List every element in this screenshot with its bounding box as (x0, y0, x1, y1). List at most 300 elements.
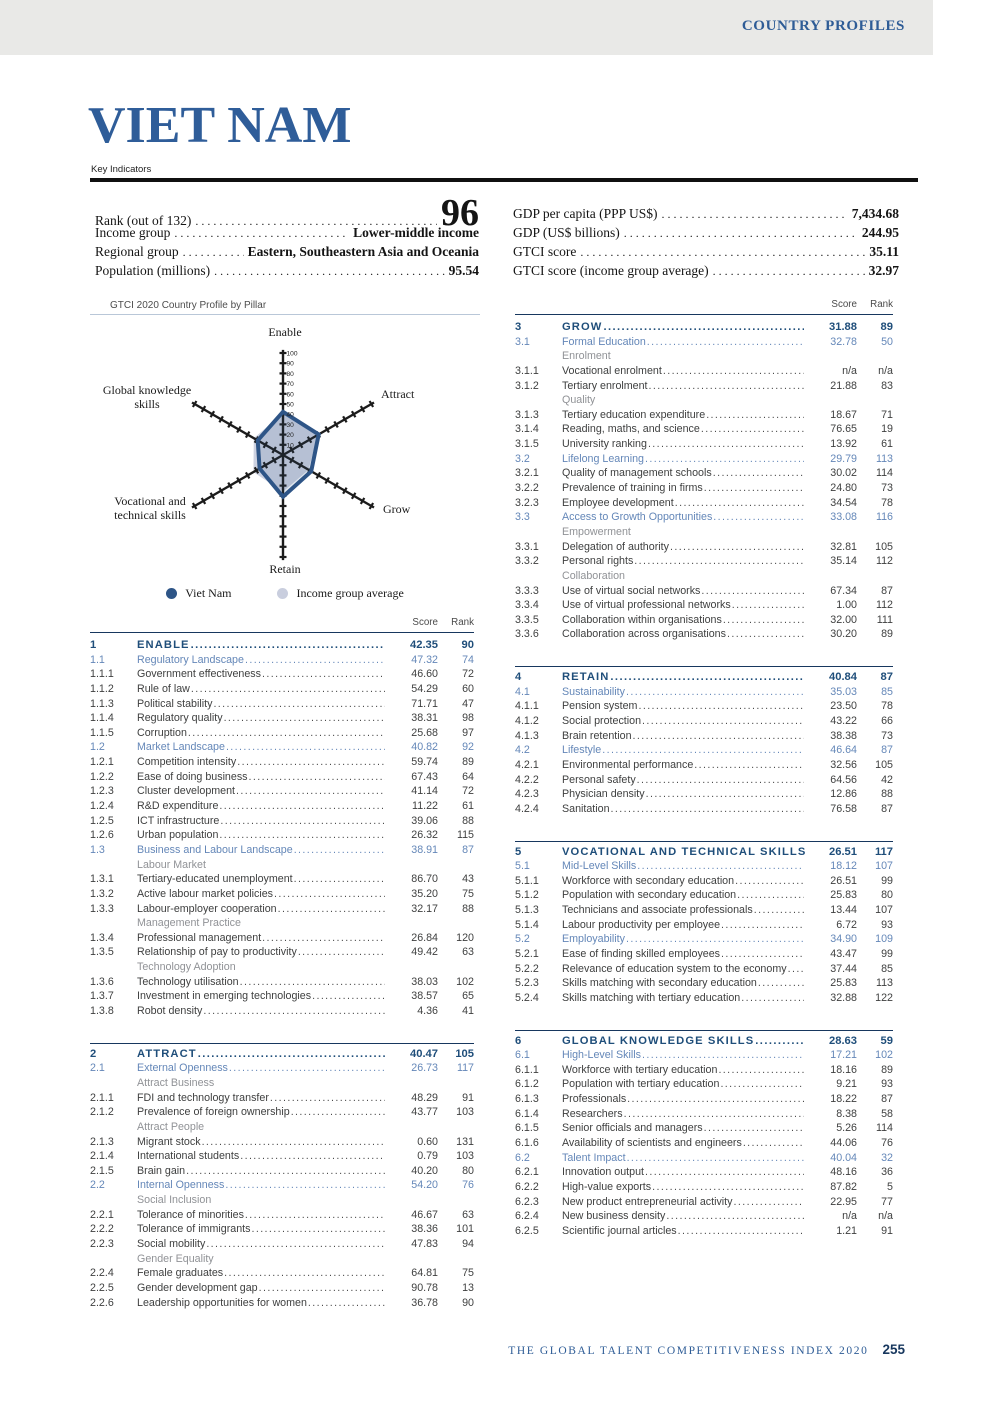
table-subgroup-header (90, 1120, 474, 1135)
row-id: 5.2.1 (515, 947, 539, 960)
table-row (515, 613, 893, 628)
row-rank: 114 (875, 467, 893, 480)
row-id: 4.1.1 (515, 700, 539, 713)
leader-dots (262, 931, 385, 946)
leader-dots (245, 1208, 385, 1223)
row-score: 48.16 (830, 1166, 857, 1179)
row-score: n/a (842, 364, 857, 377)
leader-dots (259, 1281, 385, 1296)
leader-dots (274, 887, 385, 902)
table-subgroup-header (90, 858, 474, 873)
row-score: 35.20 (411, 887, 438, 900)
table-row (90, 667, 474, 682)
row-rank: 85 (881, 962, 893, 975)
leader-dots (203, 1004, 385, 1019)
table-subgroup-header (515, 569, 893, 584)
row-id: 3.3.4 (515, 599, 539, 612)
group-label: Empowerment (562, 525, 631, 538)
leader-dots (226, 740, 385, 755)
row-label: Tertiary education expenditure (562, 408, 706, 421)
row-rank: 116 (875, 511, 893, 524)
table-row (90, 931, 474, 946)
row-score: 32.56 (830, 758, 857, 771)
row-score: 25.83 (830, 889, 857, 902)
table-row (515, 991, 893, 1006)
row-label: Professionals (562, 1093, 627, 1106)
leader-dots (220, 814, 385, 829)
row-label: Use of virtual social networks (562, 584, 701, 597)
table-row (515, 859, 893, 874)
row-rank: 76 (462, 1179, 474, 1192)
table-row (515, 888, 893, 903)
row-rank: 120 (456, 931, 474, 944)
score-column-header: Score (831, 299, 857, 310)
table-row (515, 335, 893, 350)
row-id (90, 916, 137, 931)
row-id: 1.3.5 (90, 946, 114, 959)
leader-dots (278, 902, 385, 917)
row-id: 2.2.2 (90, 1223, 114, 1236)
key-indicator-label: Rank (out of 132) (95, 213, 192, 228)
row-score: 22.95 (830, 1195, 857, 1208)
leader-dots (670, 540, 804, 555)
row-id: 5.2 (515, 933, 530, 946)
row-score: 38.31 (411, 712, 438, 725)
leader-dots (706, 408, 804, 423)
row-score: 0.79 (417, 1150, 438, 1163)
row-label: FDI and technology transfer (137, 1091, 269, 1104)
table-row (515, 437, 893, 452)
row-rank: 90 (462, 1296, 474, 1309)
row-id: 3.2.2 (515, 482, 539, 495)
row-label: Professional management (137, 931, 262, 944)
leader-dots (214, 261, 444, 281)
row-score: 67.34 (830, 584, 857, 597)
row-id: 3.3.3 (515, 584, 539, 597)
row-id: 1.3.7 (90, 990, 114, 1003)
row-score: 41.14 (411, 785, 438, 798)
key-indicator-value: 32.97 (868, 263, 899, 278)
row-rank: 109 (875, 933, 893, 946)
table-row (90, 1149, 474, 1164)
leader-dots (704, 1121, 804, 1136)
row-id: 1.1.2 (90, 682, 114, 695)
table-row (90, 697, 474, 712)
row-rank: 92 (462, 741, 474, 754)
leader-dots (701, 422, 804, 437)
row-id: 6.1.4 (515, 1107, 539, 1120)
row-label: Lifestyle (562, 744, 602, 757)
table-row (90, 1135, 474, 1150)
row-score: 32.81 (830, 540, 857, 553)
legend-item (277, 586, 403, 601)
row-rank: 102 (456, 975, 474, 988)
row-rank: 85 (881, 685, 893, 698)
row-id: 1.3.2 (90, 887, 114, 900)
row-rank: 88 (881, 788, 893, 801)
leader-dots (627, 1092, 804, 1107)
row-rank: 63 (462, 946, 474, 959)
row-label: Prevalence of foreign ownership (137, 1106, 290, 1119)
row-rank: 65 (462, 990, 474, 1003)
leader-dots (704, 481, 804, 496)
leader-dots (713, 466, 804, 481)
leader-dots (602, 743, 804, 758)
row-rank: 87 (881, 1093, 893, 1106)
row-id: 1.3.1 (90, 873, 114, 886)
row-rank: 78 (881, 700, 893, 713)
table-row (90, 682, 474, 697)
table-row (515, 874, 893, 889)
table-row (515, 1180, 893, 1195)
row-id: 5.1.1 (515, 874, 539, 887)
key-indicator-row (95, 242, 479, 261)
group-label: Quality (562, 394, 596, 407)
row-score: 13.92 (830, 438, 857, 451)
row-score: 64.56 (830, 773, 857, 786)
leader-dots (735, 874, 804, 889)
row-score: 76.65 (830, 423, 857, 436)
row-id: 5 (515, 845, 522, 858)
row-id: 4.2 (515, 744, 530, 757)
table-row (515, 947, 893, 962)
key-indicator-label: Income group (95, 225, 171, 240)
top-band (0, 0, 933, 55)
row-label: Relevance of education system to the economy (562, 962, 787, 975)
table-row (90, 945, 474, 960)
leader-dots (721, 918, 804, 933)
row-rank: 89 (881, 628, 893, 641)
table-row (515, 481, 893, 496)
row-score: 38.57 (411, 990, 438, 1003)
row-label: Use of virtual professional networks (562, 599, 731, 612)
table-row (90, 1178, 474, 1193)
row-score: 31.88 (829, 321, 857, 333)
table-row (515, 627, 893, 642)
row-rank: 131 (456, 1135, 474, 1148)
row-score: 54.20 (411, 1179, 438, 1192)
key-indicator-label: GTCI score (513, 244, 577, 259)
row-score: 26.73 (411, 1062, 438, 1075)
group-label: Attract People (137, 1120, 205, 1133)
row-label: Tolerance of immigrants (137, 1223, 251, 1236)
radar-legend (90, 586, 480, 601)
row-label: Scientific journal articles (562, 1224, 677, 1237)
key-indicator-label: GTCI score (income group average) (513, 263, 709, 278)
row-rank: 5 (887, 1180, 893, 1193)
row-score: 46.64 (830, 744, 857, 757)
score-column-header: Score (412, 617, 438, 628)
row-id: 4.2.1 (515, 758, 539, 771)
key-indicator-value: Eastern, Southeastern Asia and Oceania (247, 244, 479, 259)
table-row (90, 989, 474, 1004)
row-label: Tolerance of minorities (137, 1208, 244, 1221)
leader-dots (652, 1180, 804, 1195)
table-row (90, 814, 474, 829)
row-id: 1.3.8 (90, 1005, 114, 1018)
table-row (515, 452, 893, 467)
group-label: Labour Market (137, 858, 206, 871)
table-row (90, 638, 474, 653)
leader-dots (229, 1061, 385, 1076)
leader-dots (580, 242, 865, 262)
table-subgroup-header (90, 916, 474, 931)
row-score: 40.82 (411, 741, 438, 754)
row-label: High-value exports (562, 1180, 652, 1193)
table-row (90, 799, 474, 814)
row-rank: 91 (881, 1224, 893, 1237)
row-score: 1.21 (836, 1224, 857, 1237)
leader-dots (294, 843, 385, 858)
row-score: 76.58 (830, 802, 857, 815)
row-rank: 43 (462, 873, 474, 886)
section-header: COUNTRY PROFILES (741, 18, 905, 34)
table-row (515, 554, 893, 569)
row-id: 3.1.3 (515, 408, 539, 421)
leader-dots (633, 729, 804, 744)
group-label: Attract Business (137, 1076, 215, 1089)
leader-dots (758, 976, 804, 991)
row-id: 2.1.3 (90, 1135, 114, 1148)
table-row (515, 714, 893, 729)
legend-label: Viet Nam (185, 586, 232, 600)
leader-dots (624, 1107, 804, 1122)
table-row (515, 1209, 893, 1224)
leader-dots (191, 638, 385, 653)
row-rank: 87 (880, 671, 893, 684)
row-id: 3.3.1 (515, 540, 539, 553)
row-rank: 66 (881, 715, 893, 728)
table-row (90, 1004, 474, 1019)
row-rank: 19 (881, 423, 893, 436)
table-row (515, 1121, 893, 1136)
leader-dots (236, 784, 385, 799)
row-label: Talent Impact (562, 1151, 626, 1164)
row-rank: 89 (880, 321, 893, 333)
key-indicator-label: Population (millions) (95, 263, 211, 278)
row-id (90, 858, 137, 873)
chart-title-rule (90, 314, 480, 315)
page-footer (508, 1342, 905, 1357)
row-label: Pension system (562, 700, 638, 713)
scale-tick-label: 20 (286, 432, 294, 440)
row-rank: 113 (875, 452, 893, 465)
leader-dots (626, 932, 804, 947)
row-id: 3.1.2 (515, 379, 539, 392)
leader-dots (694, 758, 804, 773)
leader-dots (251, 1222, 385, 1237)
table-row (515, 584, 893, 599)
row-score: 49.42 (411, 946, 438, 959)
table-row (90, 740, 474, 755)
leader-dots (754, 903, 804, 918)
scale-tick-label: 40 (286, 411, 294, 419)
row-label: Political stability (137, 697, 213, 710)
row-score: 26.84 (411, 931, 438, 944)
row-id (515, 349, 562, 364)
row-score: 23.50 (830, 700, 857, 713)
row-score: 32.88 (830, 991, 857, 1004)
leader-dots (701, 584, 804, 599)
row-rank: 61 (462, 800, 474, 813)
leader-dots (645, 452, 804, 467)
row-label: Sanitation (562, 802, 610, 815)
row-id: 5.1.2 (515, 889, 539, 902)
leader-dots (240, 1149, 385, 1164)
row-label: Senior officials and managers (562, 1122, 703, 1135)
axis-label-vocational: Vocational and technical skills (114, 494, 186, 522)
table-row (90, 828, 474, 843)
row-score: 86.70 (411, 873, 438, 886)
leader-dots (741, 991, 804, 1006)
chart-title: GTCI 2020 Country Profile by Pillar (110, 300, 267, 311)
table-row (515, 758, 893, 773)
row-score: 43.22 (830, 715, 857, 728)
row-rank: 102 (875, 1049, 893, 1062)
row-id: 2.2.4 (90, 1267, 114, 1280)
row-id: 1.1.4 (90, 712, 114, 725)
row-label: Employee development (562, 496, 674, 509)
row-rank: 80 (462, 1164, 474, 1177)
leader-dots (634, 554, 804, 569)
row-id: 1.2.1 (90, 756, 114, 769)
leader-dots (723, 613, 804, 628)
row-rank: 76 (881, 1137, 893, 1150)
table-row (515, 1092, 893, 1107)
table-row (515, 685, 893, 700)
row-score: 48.29 (411, 1091, 438, 1104)
row-id: 1.1.1 (90, 668, 114, 681)
row-rank: 103 (456, 1150, 474, 1163)
table-subgroup-header (90, 1252, 474, 1267)
group-label: Enrolment (562, 350, 611, 363)
radar-chart-block (90, 300, 480, 612)
table-row (515, 773, 893, 788)
key-indicator-row (513, 242, 899, 261)
scale-tick-label: 50 (286, 401, 294, 409)
row-rank: 105 (875, 540, 893, 553)
row-score: 18.22 (830, 1093, 857, 1106)
leader-dots (174, 223, 349, 243)
leader-dots (188, 726, 385, 741)
row-score: 29.79 (830, 452, 857, 465)
row-label: Workforce with tertiary education (562, 1063, 718, 1076)
row-rank: 112 (875, 555, 893, 568)
row-label: ICT infrastructure (137, 814, 220, 827)
leader-dots (206, 1237, 385, 1252)
row-id (515, 525, 562, 540)
row-label: Availability of scientists and engineers (562, 1137, 742, 1150)
row-id: 6.2.1 (515, 1166, 539, 1179)
leader-dots (662, 204, 848, 224)
row-label: Regulatory quality (137, 712, 223, 725)
row-id (90, 1193, 137, 1208)
table-row (515, 422, 893, 437)
row-label: GROW (562, 321, 603, 333)
table-row (515, 379, 893, 394)
table-row (90, 770, 474, 785)
row-rank: 74 (462, 653, 474, 666)
row-score: 71.71 (411, 697, 438, 710)
row-score: 54.29 (411, 682, 438, 695)
leader-dots (642, 1048, 804, 1063)
row-id: 2.2 (90, 1179, 105, 1192)
table-header (515, 297, 893, 312)
row-rank: 87 (881, 802, 893, 815)
row-score: 18.16 (830, 1063, 857, 1076)
row-label: New product entrepreneurial activity (562, 1195, 733, 1208)
section-divider (515, 1030, 893, 1031)
row-rank: 111 (876, 613, 893, 626)
row-id: 6 (515, 1034, 522, 1047)
footer-title: THE GLOBAL TALENT COMPETITIVENESS INDEX 2020 (508, 1345, 869, 1357)
row-label: Workforce with secondary education (562, 874, 735, 887)
row-rank: 93 (881, 918, 893, 931)
axis-label-attract: Attract (381, 387, 415, 401)
row-label: Gender development gap (137, 1281, 258, 1294)
row-score: 24.80 (830, 482, 857, 495)
page-number: 255 (882, 1342, 905, 1357)
row-rank: 112 (875, 599, 893, 612)
row-score: 47.32 (411, 653, 438, 666)
row-id: 1.1 (90, 653, 105, 666)
row-score: 43.47 (830, 947, 857, 960)
row-rank: 122 (875, 991, 893, 1004)
table-row (515, 1195, 893, 1210)
row-rank: 72 (462, 668, 474, 681)
row-id (515, 569, 562, 584)
row-rank: 73 (881, 729, 893, 742)
row-id: 1.1.3 (90, 697, 114, 710)
row-label: Rule of law (137, 682, 190, 695)
key-indicator-label: GDP per capita (PPP US$) (513, 206, 658, 221)
row-rank: 105 (875, 758, 893, 771)
row-id: 2 (90, 1047, 97, 1060)
row-score: 42.35 (410, 639, 438, 651)
leader-dots (262, 667, 385, 682)
row-id: 3.3.6 (515, 628, 539, 641)
leader-dots (721, 947, 804, 962)
table-subgroup-header (515, 349, 893, 364)
row-label: Regulatory Landscape (137, 653, 244, 666)
row-id: 6.1.3 (515, 1093, 539, 1106)
table-subgroup-header (90, 960, 474, 975)
page-title: VIET NAM (88, 97, 352, 154)
row-rank: 87 (881, 744, 893, 757)
table-subgroup-header (515, 393, 893, 408)
row-rank: 75 (462, 887, 474, 900)
table-row (90, 872, 474, 887)
row-rank: 63 (462, 1208, 474, 1221)
leader-dots (734, 1195, 805, 1210)
row-id: 6.1.6 (515, 1137, 539, 1150)
row-id: 4 (515, 671, 522, 684)
table-row (90, 843, 474, 858)
row-score: 38.91 (411, 843, 438, 856)
row-rank: 117 (874, 845, 893, 858)
row-label: Technology utilisation (137, 975, 239, 988)
table-row (515, 802, 893, 817)
row-label: VOCATIONAL AND TECHNICAL SKILLS (562, 845, 807, 858)
row-label: Business and Labour Landscape (137, 843, 293, 856)
pillar-section-4 (515, 670, 893, 816)
row-label: Population with secondary education (562, 889, 737, 902)
row-rank: 94 (462, 1237, 474, 1250)
key-indicators-label: Key Indicators (91, 164, 152, 175)
row-score: 44.06 (830, 1137, 857, 1150)
row-id: 3.3 (515, 511, 530, 524)
row-label: Investment in emerging technologies (137, 990, 312, 1003)
